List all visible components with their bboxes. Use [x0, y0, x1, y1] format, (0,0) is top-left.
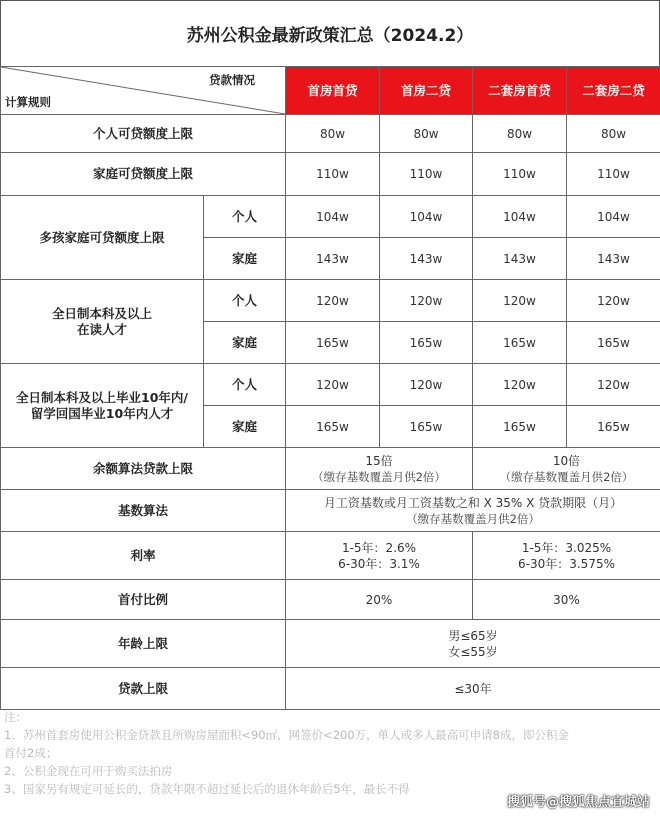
policy-table — [0, 66, 660, 710]
row-label-bachelor-line1: 全日制本科及以上 — [51, 305, 152, 321]
table-cell: 120w — [567, 364, 660, 406]
term-limit-cell: ≤30年 — [286, 668, 660, 710]
sub-label-personal: 个人 — [204, 280, 286, 322]
down-payment-first-cell: 20% — [286, 580, 473, 620]
table-cell: 120w — [473, 364, 567, 406]
row-label-down-payment: 首付比例 — [1, 580, 286, 620]
balance-second-multiple: 10倍 — [552, 453, 581, 468]
table-cell: 120w — [473, 280, 567, 322]
row-label-family: 家庭可贷额度上限 — [1, 153, 286, 196]
rate-second-short-term: 1-5年：3.025% — [521, 540, 612, 555]
table-cell: 165w — [473, 322, 567, 364]
rate-first-home-cell — [286, 532, 473, 580]
sub-label-personal: 个人 — [204, 364, 286, 406]
age-limit-male: 男≤65岁 — [448, 628, 498, 643]
balance-first-note: （缴存基数覆盖月供2倍） — [312, 469, 446, 484]
note-line: 1、苏州首套房使用公积金贷款且所购房屋面积<90㎡，网签价<200万，单人或多人最高可申请8成，即公积金 — [4, 728, 569, 742]
rate-second-home-cell — [473, 532, 660, 580]
calc-rules-label: 计算规则 — [5, 95, 51, 109]
row-label-term: 贷款上限 — [1, 668, 286, 710]
sub-label-personal: 个人 — [204, 196, 286, 238]
table-cell: 120w — [286, 364, 380, 406]
sub-label-family: 家庭 — [204, 406, 286, 448]
table-cell: 104w — [473, 196, 567, 238]
table-row — [1, 668, 660, 710]
note-line: 3、国家另有规定可延长的，贷款年限不超过延长后的退休年龄后5年，最长不得 — [4, 782, 410, 796]
table-row — [1, 153, 660, 196]
row-label-bachelor — [1, 280, 204, 364]
table-cell: 104w — [380, 196, 473, 238]
row-label-personal: 个人可贷额度上限 — [1, 115, 286, 153]
table-row — [1, 490, 660, 532]
table-cell: 110w — [286, 153, 380, 196]
down-payment-second-cell: 30% — [473, 580, 660, 620]
page-title: 苏州公积金最新政策汇总（2024.2） — [0, 0, 660, 66]
table-cell: 80w — [567, 115, 660, 153]
note-heading: 注： — [4, 710, 27, 724]
note-line: 首付2成； — [4, 746, 58, 760]
base-formula-note: （缴存基数覆盖月供2倍） — [406, 511, 540, 526]
table-cell: 143w — [473, 238, 567, 280]
table-cell: 165w — [286, 406, 380, 448]
table-cell: 143w — [380, 238, 473, 280]
table-cell: 165w — [567, 406, 660, 448]
table-cell: 104w — [567, 196, 660, 238]
base-formula-cell — [286, 490, 660, 532]
table-cell: 104w — [286, 196, 380, 238]
table-row — [1, 364, 660, 406]
table-cell: 165w — [380, 322, 473, 364]
table-row — [1, 280, 660, 322]
row-label-rate: 利率 — [1, 532, 286, 580]
balance-second-home-cell — [473, 448, 660, 490]
table-row — [1, 532, 660, 580]
base-formula: 月工资基数或月工资基数之和 X 35% X 贷款期限（月） — [323, 495, 623, 510]
table-cell: 110w — [380, 153, 473, 196]
row-label-graduate-line1: 全日制本科及以上毕业10年内/ — [16, 389, 188, 405]
row-label-balance: 余额算法贷款上限 — [1, 448, 286, 490]
row-label-age: 年龄上限 — [1, 620, 286, 668]
rate-first-long-term: 6-30年：3.1% — [338, 556, 420, 571]
balance-first-multiple: 15倍 — [365, 453, 393, 468]
table-cell: 165w — [286, 322, 380, 364]
diagonal-header-cell — [1, 67, 286, 115]
notes-section — [4, 708, 654, 798]
table-cell: 165w — [567, 322, 660, 364]
age-limit-cell — [286, 620, 660, 668]
rate-first-short-term: 1-5年：2.6% — [341, 540, 417, 555]
header-row — [1, 67, 660, 115]
sub-label-family: 家庭 — [204, 238, 286, 280]
table-cell: 120w — [567, 280, 660, 322]
row-label-base: 基数算法 — [1, 490, 286, 532]
table-cell: 80w — [473, 115, 567, 153]
age-limit-female: 女≤55岁 — [448, 644, 498, 659]
table-row — [1, 196, 660, 238]
row-label-graduate-line2: 留学回国毕业10年内人才 — [30, 405, 174, 421]
table-cell: 165w — [380, 406, 473, 448]
sub-label-family: 家庭 — [204, 322, 286, 364]
table-cell: 143w — [567, 238, 660, 280]
watermark: 搜狐号@搜狐焦点宜城站 — [506, 795, 650, 810]
table-cell: 80w — [380, 115, 473, 153]
table-row — [1, 580, 660, 620]
table-cell: 120w — [380, 280, 473, 322]
table-cell: 110w — [473, 153, 567, 196]
balance-second-note: （缴存基数覆盖月供2倍） — [499, 469, 634, 484]
table-cell: 143w — [286, 238, 380, 280]
table-row — [1, 620, 660, 668]
column-header-3: 二套房首贷 — [473, 67, 567, 115]
column-header-1: 首房首贷 — [286, 67, 380, 115]
row-label-bachelor-line2: 在读人才 — [76, 321, 127, 337]
table-cell: 80w — [286, 115, 380, 153]
note-line: 2、公积金现在可用于购买法拍房 — [4, 764, 173, 778]
table-cell: 120w — [286, 280, 380, 322]
table-row — [1, 448, 660, 490]
table-cell: 165w — [473, 406, 567, 448]
loan-situation-label: 贷款情况 — [209, 73, 255, 87]
column-header-4: 二套房二贷 — [567, 67, 660, 115]
column-header-2: 首房二贷 — [380, 67, 473, 115]
table-row — [1, 115, 660, 153]
row-label-multi-child: 多孩家庭可贷额度上限 — [1, 196, 204, 280]
table-cell: 110w — [567, 153, 660, 196]
balance-first-home-cell — [286, 448, 473, 490]
table-cell: 120w — [380, 364, 473, 406]
rate-second-long-term: 6-30年：3.575% — [518, 556, 615, 571]
row-label-graduate — [1, 364, 204, 448]
